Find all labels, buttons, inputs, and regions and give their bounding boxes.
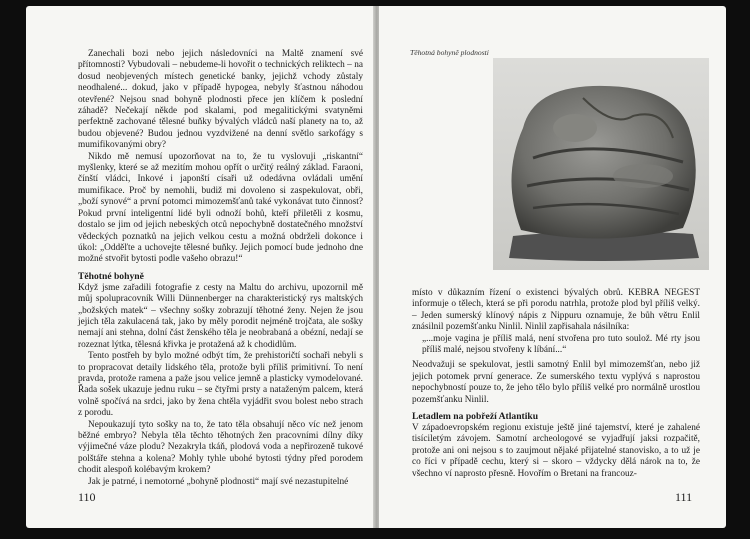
paragraph: místo v důkazním řízení o existenci bývalých obrů. KEBRA NEGEST informuje o tělech, která se při porodu natrhla, protože plod byl příliš velký. – Jeden sumerský klínový nápis z Nippuru oznamuje, že bůh větru Enlil znásilnil pozemšťanku Ninlil. Ninlil zapřisahala násilníka: <box>412 288 700 333</box>
paragraph: Nepoukazují tyto sošky na to, že tato těla obsahují něco víc než jenom běžné embryo? Nebyla těla těchto těhotných žen pracovními dílny díky výjimečné váze plodu? Nezakryla tkáň, plodová voda a nepřirozeně tukové polštáře stehna a kolena? Mohly tyhle ubohé bytosti týdny před porodem chodit alespoň kolébavým krokem? <box>78 419 363 476</box>
paragraph: Nikdo mě nemusí upozorňovat na to, že tu vyslovuji „riskantní“ myšlenky, které se až mezitím mohou opřít o určitý reálný základ. Faraoni, čínští vládci, Inkové i japonští císaři už odedávna ovládali umění mumifikace. Proč by nemohli, budiž mi dovoleno si zaspekulovat, obři, „boží synové“ a první potomci mimozemšťanů také vykonávat tuto činnost? Pokud první inteligentní lidé byli odnoží bohů, kteří přiletěli z kosmu, dostalo se jim od jejich nebeských otců nepochybně dostatečného množství vědeckých poznatků na jejich velkou cestu a možná obdrželi dokonce i úkol: „Odděľte a uchovejte tělesné buňky. Jejich pomocí bude jednoho dne možné stvořit bytosti podle vašeho obrazu!“ <box>78 151 363 265</box>
left-text-column <box>78 49 363 488</box>
paragraph: Zanechali bozi nebo jejich následovníci na Maltě znamení své přítomnosti? Vybudovali – nebudeme-li hovořit o technických reliktech – na dosud neobjevených místech genetické banky, jejichž vchody zůstaly neodhalené... dokud, jako v případě hypogea, nebyly šťastnou náhodou otevřené? Nejsou snad bohyně plodnosti přece jen klíčem k poslední záhadě? Nečekají někde pod skalami, pod megalitickými svatyněmi perfektně zachované tělesné buňky bývalých vládců naší planety na to, až budou objevené? Budou jednou vyzdvižené na denní světlo sarkofágy s mumifikovanými obry? <box>78 49 363 151</box>
right-text-column <box>412 288 700 480</box>
statue-photo <box>493 58 709 270</box>
right-page <box>379 6 726 528</box>
quote: „...moje vagina je příliš malá, není stvořena pro tuto soulož. Mé rty jsou příliš malé, nejsou stvořeny k líbání...“ <box>422 333 700 356</box>
paragraph: Neodvažuji se spekulovat, jestli samotný Enlil byl mimozemšťan, nebo již jejich potomek první generace. Ze sumerského textu vyplývá s naprostou nepochybností pouze to, že jeho tělo bylo příliš velké pro normálně urostlou pozemšťanku Ninlil. <box>412 360 700 405</box>
paragraph: Tento postřeh by bylo možné odbýt tím, že prehistoričtí sochaři nebyli s to propracovat detaily lidského těla, protože byli příliš primitivní. To není pravda, protože ramena a paže jsou velice jemně a plasticky vymodelované. Řada sošek ukazuje jednu ruku – se čtyřmi prsty a nataženým palcem, která volně spočívá na srdci, jako by žena chtěla vyjádřit svou bolest nebo strach z porodu. <box>78 351 363 419</box>
section-heading: Letadlem na pobřeží Atlantiku <box>412 411 539 423</box>
paragraph: V západoevropském regionu existuje ještě jiné tajemství, které je zahalené tisíciletým závojem. Samotní archeologové se vyjadřují jaksi rozpačitě, protože ani oni nejsou s to zaujmout nějaké přijatelné stanovisko, a to už je co říci v případě cechu, který si – skoro – vždycky dělá nárok na to, že všechno ví naprosto přesně. Hovořím o Bretani na francouz- <box>412 423 700 479</box>
page-number-left: 110 <box>78 490 96 504</box>
left-page <box>26 6 375 528</box>
page-number-right: 111 <box>675 490 693 504</box>
photo-caption: Těhotná bohyně plodnosti <box>410 48 489 57</box>
paragraph: Když jsme zařadili fotografie z cesty na Maltu do archivu, upozornil mě můj spolupracovník Willi Dünnenberger na charakteristický rys maltských „božských matek“ – všechny sošky zobrazují těhotné ženy. Nejen že jsou jejich těla zakulacená tak, jako by měly porodit nejméně trojčata, ale sošky nemají ani stehna, dolní část ženského těla je neobrabaná a obézní, nedají se rozeznat lýtka, tělesná křivka je protažená až k chodidlům. <box>78 282 363 350</box>
section-heading: Těhotné bohyně <box>78 270 144 282</box>
paragraph: Jak je patrné, i nemotorné „bohyně plodnosti“ mají své nezastupitelné <box>88 476 349 487</box>
